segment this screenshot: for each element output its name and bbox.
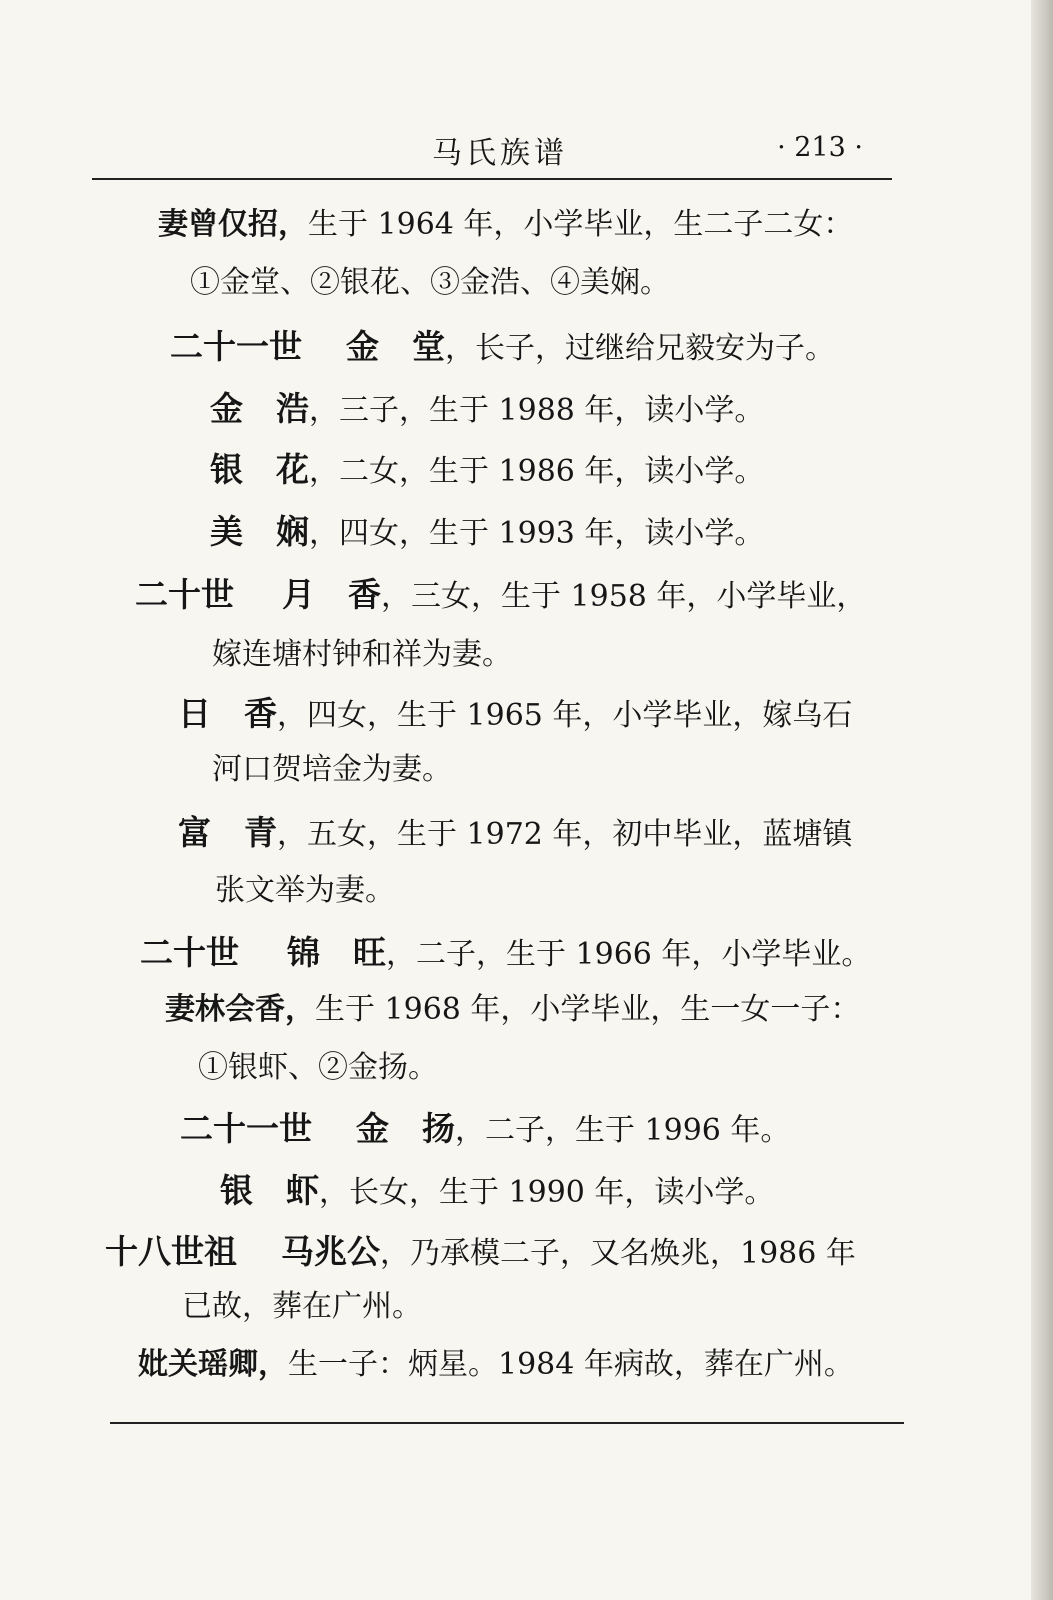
entry-line — [182, 1289, 422, 1324]
entry-text: ，二子，生于 1966 年，小学毕业。 — [386, 937, 872, 972]
entry-name: 银 虾 — [220, 1171, 319, 1210]
entry-text: 生一子：炳星。1984 年病故，葬在广州。 — [288, 1347, 854, 1382]
entry-line — [165, 992, 861, 1027]
entry-generation: 二十世 — [140, 933, 239, 972]
entry-line — [180, 1109, 791, 1148]
entry-text: ，二女，生于 1986 年，读小学。 — [309, 454, 765, 489]
entry-text: 张文举为妻。 — [215, 873, 395, 908]
entry-text: ，长子，过继给兄毅安为子。 — [445, 331, 835, 366]
entry-name: 妻林会香， — [165, 992, 315, 1027]
entry-name: 妻曾仅招， — [158, 207, 308, 242]
entry-text: ，三女，生于 1958 年，小学毕业， — [381, 579, 867, 614]
entry-text: ，四女，生于 1965 年，小学毕业，嫁乌石 — [277, 698, 853, 733]
entry-text: ，五女，生于 1972 年，初中毕业，蓝塘镇 — [277, 817, 853, 852]
entry-text: 嫁连塘村钟和祥为妻。 — [212, 637, 512, 672]
entry-name: 银 花 — [210, 450, 309, 489]
footer-rule — [110, 1422, 904, 1424]
entry-line — [178, 694, 853, 733]
entry-line — [135, 575, 867, 614]
entry-text: ，四女，生于 1993 年，读小学。 — [309, 516, 765, 551]
entry-generation: 二十一世 — [180, 1109, 312, 1148]
entry-name: 金 扬 — [356, 1109, 455, 1148]
entry-text: 河口贺培金为妻。 — [212, 752, 452, 787]
entry-generation: 十八世祖 — [105, 1232, 237, 1271]
entry-line — [212, 752, 452, 787]
entry-line — [215, 873, 395, 908]
entry-text: 生于 1968 年，小学毕业，生一女一子： — [315, 992, 861, 1027]
entry-text: ①银虾、②金扬。 — [198, 1050, 438, 1085]
header-rule — [92, 178, 892, 180]
entry-line — [158, 207, 854, 242]
entry-line — [212, 637, 512, 672]
entry-name: 锦 旺 — [287, 933, 386, 972]
entry-text: 生于 1964 年，小学毕业，生二子二女： — [308, 207, 854, 242]
entry-line — [138, 1347, 854, 1382]
entry-line — [210, 389, 765, 428]
entry-name: 金 堂 — [346, 327, 445, 366]
entry-text: ，乃承模二子，又名焕兆，1986 年 — [380, 1236, 856, 1271]
entry-line — [198, 1050, 438, 1085]
entry-line — [210, 512, 765, 551]
entry-name: 富 青 — [178, 813, 277, 852]
entry-text: ①金堂、②银花、③金浩、④美娴。 — [190, 265, 670, 300]
entry-line — [170, 327, 835, 366]
entry-name: 日 香 — [178, 694, 277, 733]
running-title: 马氏族谱 — [432, 136, 568, 171]
entry-text: ，三子，生于 1988 年，读小学。 — [309, 393, 765, 428]
entry-line — [140, 933, 872, 972]
entry-name: 马兆公 — [281, 1232, 380, 1271]
entry-name: 月 香 — [282, 575, 381, 614]
entry-name: 美 娴 — [210, 512, 309, 551]
entry-line — [190, 265, 670, 300]
entry-line — [178, 813, 853, 852]
entry-text: ，二子，生于 1996 年。 — [455, 1113, 791, 1148]
entry-text: 已故，葬在广州。 — [182, 1289, 422, 1324]
entry-line — [210, 450, 765, 489]
entry-generation: 二十世 — [135, 575, 234, 614]
entry-line — [220, 1171, 775, 1210]
entry-generation: 二十一世 — [170, 327, 302, 366]
entry-line — [105, 1232, 856, 1271]
entry-text: ，长女，生于 1990 年，读小学。 — [319, 1175, 775, 1210]
page-edge — [1031, 0, 1053, 1600]
page-number: · 213 · — [777, 132, 863, 163]
entry-name: 金 浩 — [210, 389, 309, 428]
entry-name: 妣关瑶卿， — [138, 1347, 288, 1382]
